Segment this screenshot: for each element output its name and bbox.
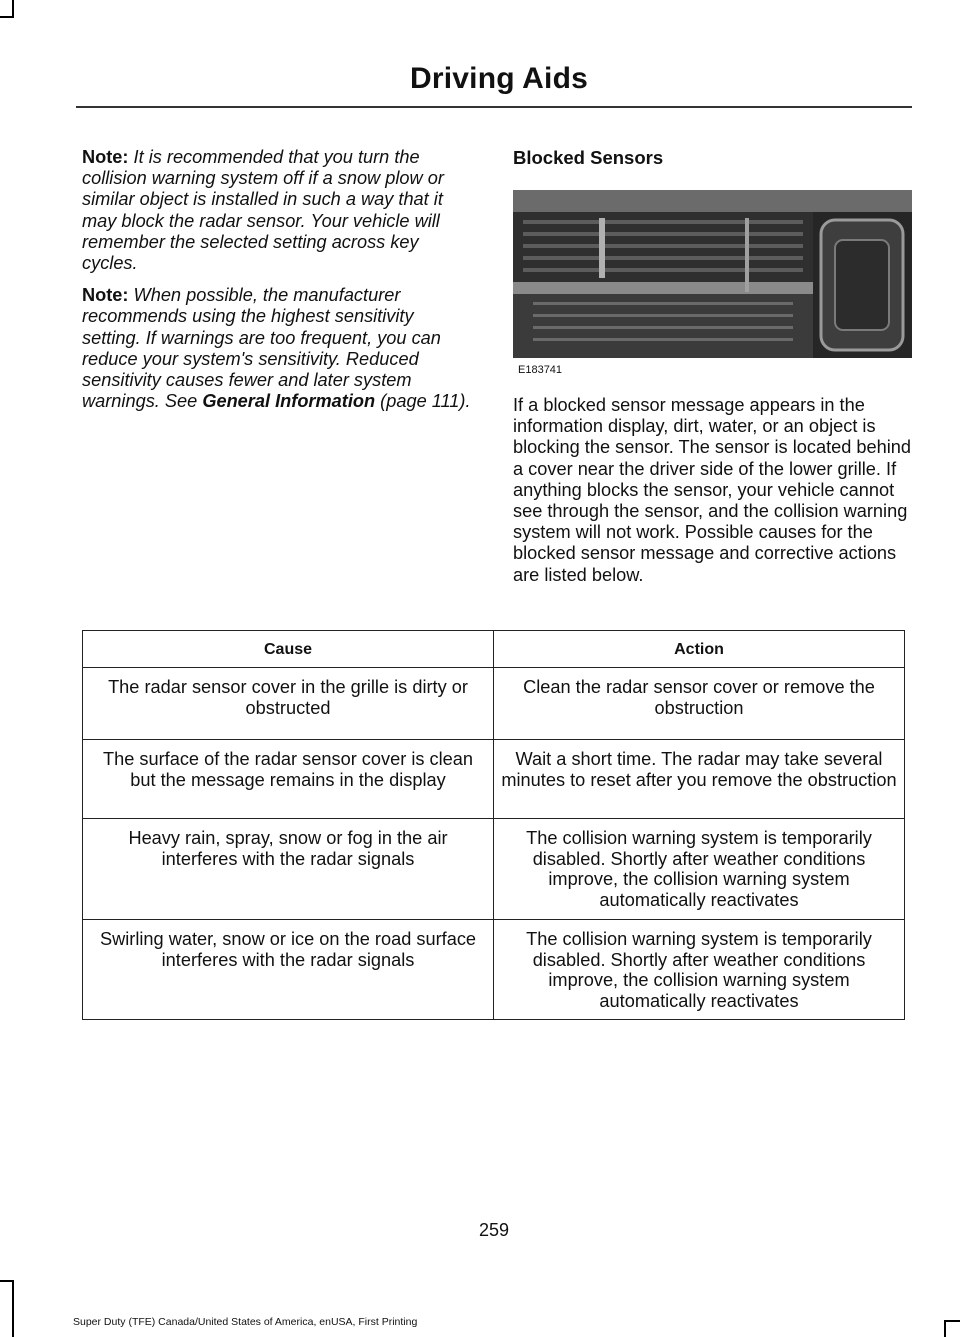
crop-mark-bottom-right-v <box>944 1320 946 1337</box>
note-text-page-ref: (page 111). <box>375 391 471 412</box>
crop-mark-bottom-left-h <box>0 1280 14 1282</box>
cause-cell: Heavy rain, spray, snow or fog in the air interferes with the radar signals <box>83 819 494 920</box>
page-title: Driving Aids <box>410 62 588 95</box>
action-cell: The collision warning system is temporarily disabled. Shortly after weather conditions improve, the collision warning system automatically reactivates <box>494 920 905 1020</box>
note-text: When possible, the manufacturer recommends using the highest sensitivity setting. If warnings are too frequent, you can reduce your system's sensitivity. Reduced sensitivity causes fewer and later system warnings. See <box>82 285 441 412</box>
table-row <box>83 819 905 920</box>
footer-edition-text: Super Duty (TFE) Canada/United States of America, enUSA, First Printing <box>73 1316 418 1328</box>
cross-reference-link[interactable]: General Information <box>202 391 376 412</box>
cause-cell: Swirling water, snow or ice on the road surface interferes with the radar signals <box>83 920 494 1020</box>
note-label: Note: <box>82 147 129 167</box>
blocked-sensor-paragraph: If a blocked sensor message appears in the information display, dirt, water, or an object is blocking the sensor. The sensor is located behind a cover near the driver side of the lower grille. If anything blocks the sensor, your vehicle cannot see through the sensor, and the collision warning system will not work. Possible causes for the blocked sensor message and corrective actions are listed below. <box>513 395 912 585</box>
crop-mark-top-left-h <box>0 16 14 18</box>
right-column <box>513 147 913 585</box>
figure-caption: E183741 <box>518 364 563 376</box>
note-label: Note: <box>82 285 129 306</box>
section-heading: Blocked Sensors <box>513 147 664 168</box>
header-divider <box>76 106 912 108</box>
left-column <box>82 147 477 423</box>
column-header-action: Action <box>494 631 905 668</box>
table-header-row <box>83 631 905 668</box>
note-paragraph-1 <box>82 147 477 274</box>
radar-sensor-grille-image <box>513 190 912 358</box>
cause-action-table <box>82 630 905 1020</box>
crop-mark-bottom-right-h <box>944 1320 960 1322</box>
note-text: It is recommended that you turn the collision warning system off if a snow plow or similar object is installed in such a way that it may block the radar sensor. Your vehicle will remember the selected setting across key cycles. <box>82 147 444 274</box>
cause-cell: The surface of the radar sensor cover is clean but the message remains in the display <box>83 740 494 819</box>
table-row <box>83 920 905 1020</box>
action-cell: The collision warning system is temporarily disabled. Shortly after weather conditions improve, the collision warning system automatically reactivates <box>494 819 905 920</box>
table-row <box>83 740 905 819</box>
action-cell: Wait a short time. The radar may take several minutes to reset after you remove the obstruction <box>494 740 905 819</box>
note-paragraph-2 <box>82 285 477 412</box>
cause-cell: The radar sensor cover in the grille is dirty or obstructed <box>83 668 494 740</box>
action-cell: Clean the radar sensor cover or remove the obstruction <box>494 668 905 740</box>
page-number: 259 <box>478 1220 510 1240</box>
table-row <box>83 668 905 740</box>
grille-illustration <box>513 190 912 358</box>
crop-mark-bottom-left-v <box>12 1280 14 1337</box>
column-header-cause: Cause <box>83 631 494 668</box>
